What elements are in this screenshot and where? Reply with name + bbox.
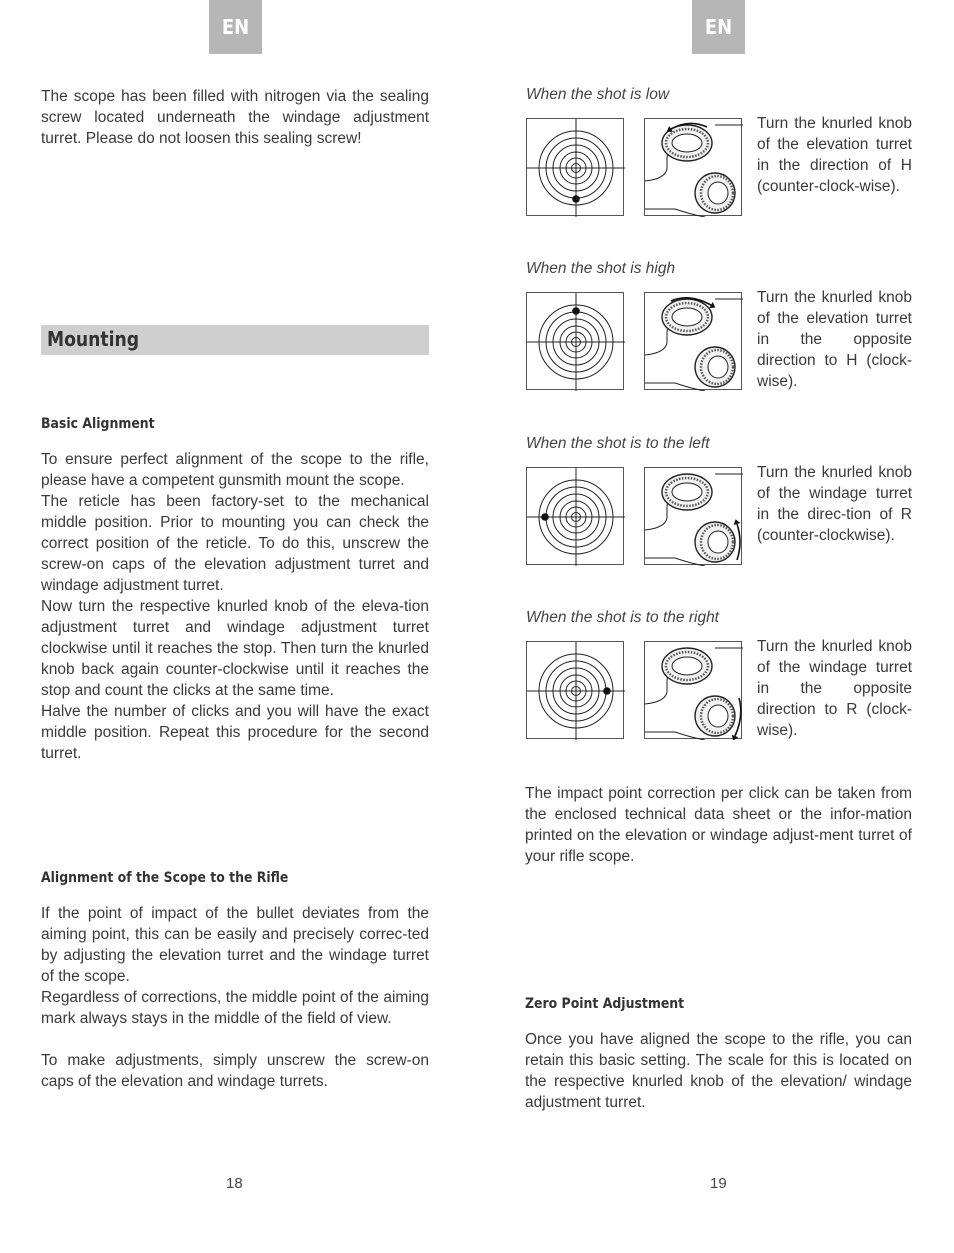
zero-point-text: Once you have aligned the scope to the rifle, you can retain this basic setting. The scale for this is located on the respective knurled knob of the elevation/ windage adjustment turret. — [525, 1031, 912, 1111]
paragraph: If the point of impact of the bullet deviates from the aiming point, this can be easily and precisely correc-ted by adjusting the elevation turret and the windage turret of the scope. — [41, 905, 429, 985]
basic-alignment-text — [41, 449, 429, 764]
impact-point — [603, 687, 611, 695]
turret-cap — [708, 356, 728, 378]
reticle-illustration — [526, 118, 624, 216]
reticle-illustration — [526, 641, 624, 739]
reticle-target — [527, 468, 625, 566]
paragraph: The reticle has been factory-set to the mechanical middle position. Prior to mounting you can check the correct position of the reticle. To do this, unscrew the screw-on caps of the elevation adjustment turret and windage adjustment turret. — [41, 493, 429, 594]
language-tab-left: EN — [209, 0, 262, 54]
turret-illustration — [644, 118, 742, 216]
case-caption: When the shot is high — [526, 260, 676, 277]
direction-arrow — [735, 698, 741, 736]
paragraph: Now turn the respective knurled knob of the eleva-tion adjustment turret and windage adjustment turret clockwise until it reaches the stop. Then turn the knurled knob back again counter-clockwise until it reaches the stop and count the clicks at the same time. — [41, 598, 429, 699]
case-caption: When the shot is to the right — [526, 609, 719, 626]
language-tab-right: EN — [692, 0, 745, 54]
paragraph: To make adjustments, simply unscrew the screw-on caps of the elevation and windage turrets. — [41, 1052, 429, 1090]
reticle-target — [527, 642, 625, 740]
reticle-target — [527, 119, 625, 217]
page-number-left: 18 — [226, 1175, 243, 1192]
section-title-bar — [41, 325, 429, 355]
scope-body-line — [645, 209, 705, 217]
heading-basic-alignment: Basic Alignment — [41, 416, 155, 432]
turret-cap — [672, 483, 702, 501]
case-instruction: Turn the knurled knob of the elevation turret in the opposite direction to H (clock-wise). — [757, 289, 912, 390]
scope-body-line — [645, 732, 705, 740]
reticle-illustration — [526, 467, 624, 565]
scope-turret-drawing — [645, 468, 743, 566]
turret-illustration — [644, 641, 742, 739]
turret-cap — [708, 531, 728, 553]
heading-alignment-to-rifle: Alignment of the Scope to the Rifle — [41, 870, 289, 886]
case-instruction: Turn the knurled knob of the windage turret in the opposite direction to R (clock-wise). — [757, 638, 912, 739]
section-title: Mounting — [47, 327, 140, 351]
scope-turret-drawing — [645, 642, 743, 740]
direction-arrow — [737, 524, 740, 560]
page-number-right: 19 — [710, 1175, 727, 1192]
intro-text: The scope has been filled with nitrogen via the sealing screw located underneath the windage adjustment turret. Please do not loosen this sealing screw! — [41, 88, 429, 147]
turret-cap — [708, 182, 728, 204]
reticle-illustration — [526, 292, 624, 390]
impact-point — [572, 195, 580, 203]
scope-body-line — [645, 558, 705, 566]
case-instruction: Turn the knurled knob of the windage turret in the direc-tion of R (counter-clockwise). — [757, 464, 912, 544]
case-caption: When the shot is low — [526, 86, 670, 103]
turret-illustration — [644, 467, 742, 565]
paragraph: To ensure perfect alignment of the scope to the rifle, please have a competent gunsmith mount the scope. — [41, 451, 429, 489]
paragraph: Regardless of corrections, the middle point of the aiming mark always stays in the middle of the field of view. — [41, 989, 429, 1027]
paragraph: Halve the number of clicks and you will have the exact middle position. Repeat this procedure for the second turret. — [41, 703, 429, 762]
alignment-to-rifle-text — [41, 903, 429, 1092]
scope-body-line — [645, 383, 705, 391]
turret-cap — [672, 134, 702, 152]
turret-cap — [672, 308, 702, 326]
heading-zero-point: Zero Point Adjustment — [525, 996, 685, 1012]
impact-point — [572, 307, 580, 315]
turret-cap — [672, 657, 702, 675]
nitrogen-intro — [41, 86, 429, 149]
scope-turret-drawing — [645, 119, 743, 217]
turret-illustration — [644, 292, 742, 390]
case-caption: When the shot is to the left — [526, 435, 710, 452]
impact-point — [541, 513, 549, 521]
correction-note: The impact point correction per click can be taken from the enclosed technical data sheet or the infor-mation printed on the elevation or windage adjust-ment turret of your rifle scope. — [525, 785, 912, 865]
reticle-target — [527, 293, 625, 391]
scope-turret-drawing — [645, 293, 743, 391]
turret-cap — [708, 705, 728, 727]
case-instruction: Turn the knurled knob of the elevation turret in the direction of H (counter-clock-wise). — [757, 115, 912, 195]
